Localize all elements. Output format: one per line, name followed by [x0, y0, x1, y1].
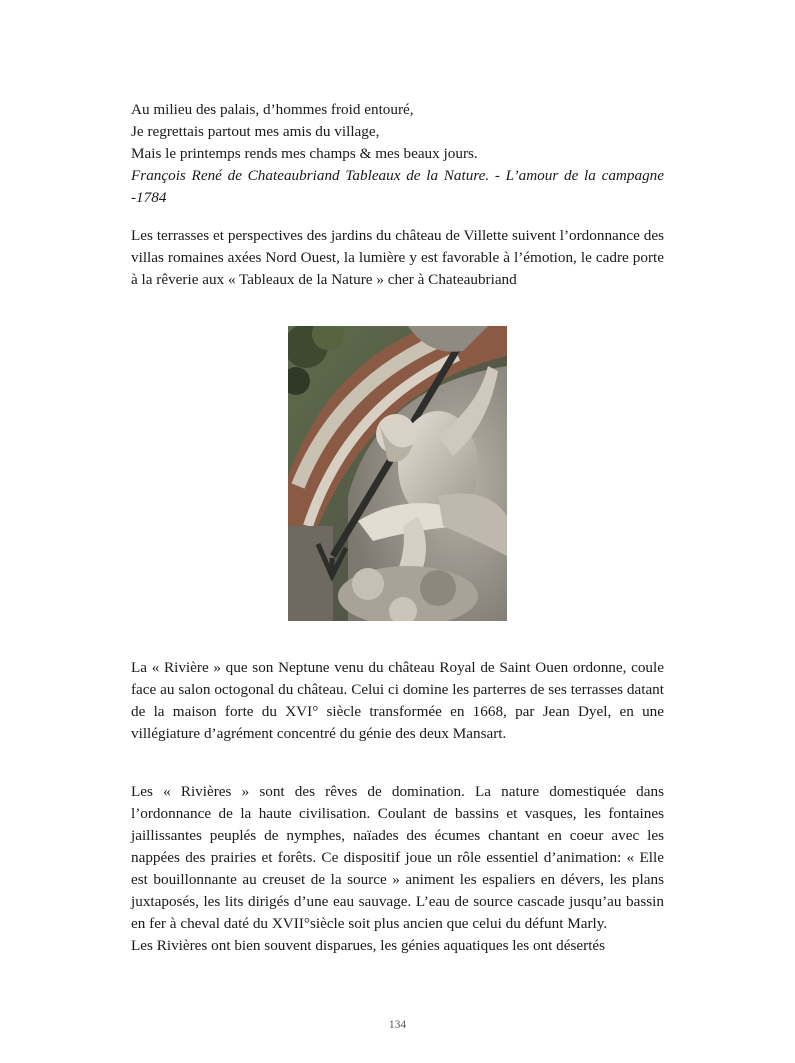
rivieres-paragraph-block: [131, 781, 664, 957]
last-paragraph: Les Rivières ont bien souvent disparues, les génies aquatiques les ont désertés: [131, 937, 606, 954]
neptune-statue-photo: [288, 326, 507, 621]
rivieres-paragraph: Les « Rivières » sont des rêves de domination. La nature domestiquée dans l’ordonnance de la haute civilisation. Coulant de bassins et vasques, les fontaines jaillissantes peuplés de nymphes, naïades des écumes chantant en coeur avec les nappées des prairies et forêts. Ce dispositif joue un rôle essentiel d’animation: « Elle est bouillonnante au creuset de la source » animent les espaliers en dévers, les plans juxtaposés, les lits dirigés d’une eau sauvage. L’eau de source cascade jusqu’au bassin en fer à cheval daté du XVII°siècle soit plus ancien que celui du défunt Marly.: [131, 783, 664, 932]
poem-line: Mais le printemps rends mes champs & mes beaux jours.: [131, 145, 478, 162]
poem-line: Au milieu des palais, d’hommes froid entouré,: [131, 101, 414, 118]
page-number: 134: [388, 1019, 407, 1031]
poem-line: Je regrettais partout mes amis du village,: [131, 123, 380, 140]
riviere-paragraph: La « Rivière » que son Neptune venu du château Royal de Saint Ouen ordonne, coule face au salon octogonal du château. Celui ci domine les parterres de ses terrasses datant de la maison forte du XVI° siècle transformée en 1668, par Jean Dyel, en une villégiature d’agrément concentré du génie des deux Mansart.: [131, 659, 664, 742]
neptune-statue-illustration: [288, 326, 507, 621]
poem-epigraph: [131, 99, 664, 209]
intro-paragraph: Les terrasses et perspectives des jardins du château de Villette suivent l’ordonnance des villas romaines axées Nord Ouest, la lumière y est favorable à l’émotion, le cadre porte à la rêverie aux « Tableaux de la Nature » cher à Chateaubriand: [131, 227, 664, 288]
riviere-paragraph-block: [131, 657, 664, 745]
intro-paragraph-block: [131, 225, 664, 291]
poem-citation: François René de Chateaubriand Tableaux de la Nature. - L’amour de la campagne -1784: [131, 167, 664, 206]
